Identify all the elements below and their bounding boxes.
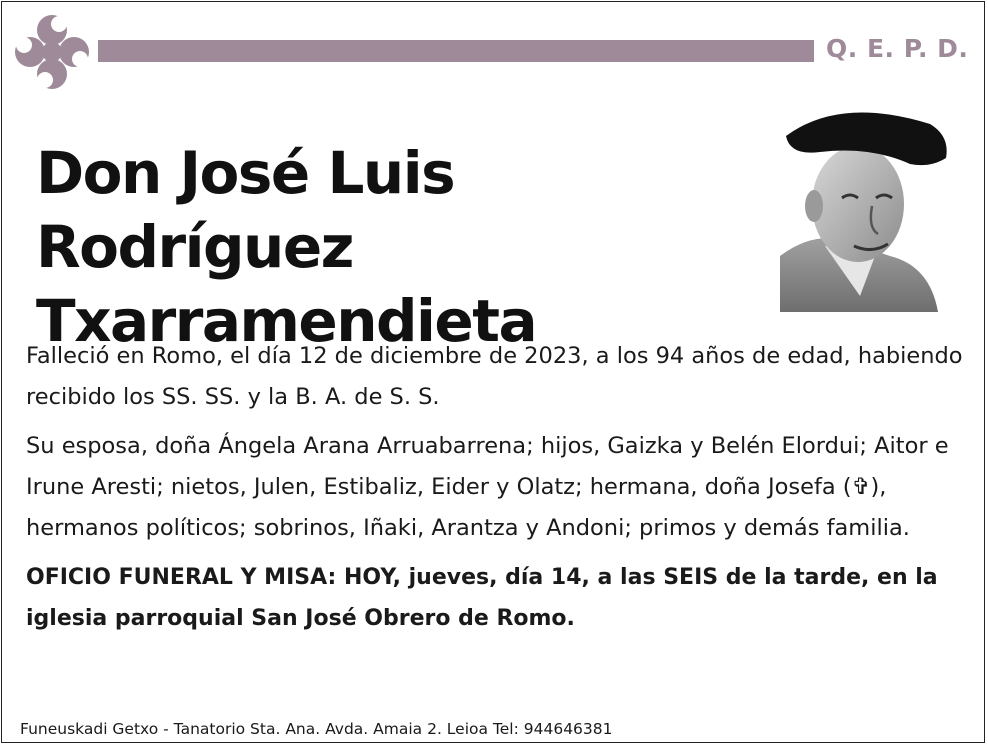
deceased-name xyxy=(36,136,776,358)
funeral-home-footer: Funeuskadi Getxo - Tanatorio Sta. Ana. Avda. Amaia 2. Leioa Tel: 944646381 xyxy=(20,720,613,738)
name-line-1: Don José Luis Rodríguez xyxy=(36,139,455,281)
obituary-notice xyxy=(1,1,985,743)
cross-icon: ✞ xyxy=(851,474,871,500)
family-text-part2: ), hermanos políticos; sobrinos, Iñaki, Arantza y Andoni; primos y demás familia. xyxy=(26,474,910,541)
obituary-body xyxy=(26,336,966,639)
funeral-paragraph: OFICIO FUNERAL Y MISA: HOY, jueves, día 14, a las SEIS de la tarde, en la iglesia parroquial San José Obrero de Romo. xyxy=(26,565,938,631)
death-paragraph: Falleció en Romo, el día 12 de diciembre de 2023, a los 94 años de edad, habiendo recibido los SS. SS. y la B. A. de S. S. xyxy=(26,343,963,410)
family-text-part1: Su esposa, doña Ángela Arana Arruabarrena; hijos, Gaizka y Belén Elordui; Aitor e Irune Aresti; nietos, Julen, Estibaliz, Eider y Olatz; hermana, doña Josefa ( xyxy=(26,433,949,500)
header-bar xyxy=(98,40,814,62)
family-paragraph xyxy=(26,426,966,549)
lauburu-icon xyxy=(10,10,94,94)
portrait-photo xyxy=(780,106,950,312)
name-line-2: Txarramendieta xyxy=(36,287,537,355)
qepd-label: Q. E. P. D. xyxy=(826,34,969,63)
